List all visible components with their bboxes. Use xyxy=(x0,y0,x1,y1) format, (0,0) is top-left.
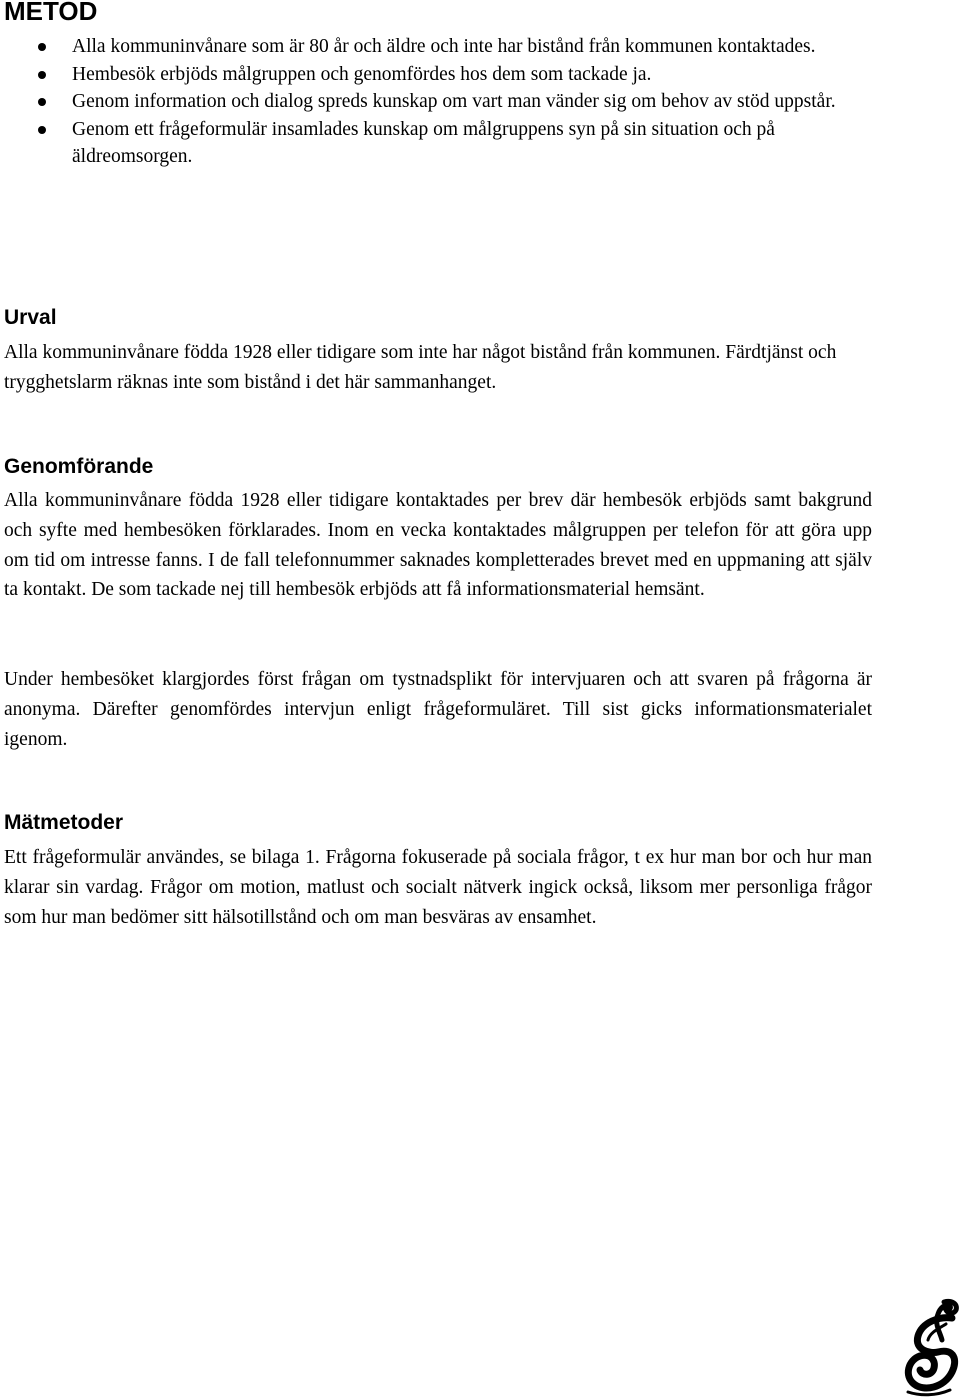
bullet-text: Hembesök erbjöds målgruppen och genomfördes hos dem som tackade ja. xyxy=(72,63,652,85)
bullet-item xyxy=(0,33,900,61)
bullet-text: Genom ett frågeformulär insamlades kunskap om målgruppens syn på sin situation och på äldreomsorgen. xyxy=(72,118,775,167)
bullet-dot-icon xyxy=(38,43,46,51)
bullet-item xyxy=(0,61,900,89)
bullet-dot-icon xyxy=(38,71,46,79)
bullet-text: Alla kommuninvånare som är 80 år och äldre och inte har bistånd från kommunen kontaktades. xyxy=(72,36,816,57)
metod-bullet-list xyxy=(0,33,900,171)
bullet-dot-icon xyxy=(38,98,46,106)
bullet-dot-icon xyxy=(38,126,46,134)
urval-text: Alla kommuninvånare födda 1928 eller tidigare som inte har något bistånd från kommunen. Färdtjänst och trygghetslarm räknas inte som bistånd i det här sammanhanget. xyxy=(4,342,837,393)
genomforande-paragraph-1: Alla kommuninvånare födda 1928 eller tidigare kontaktades per brev där hembesök erbjöds samt bakgrund och syfte med hembesöken förklarades. Inom en vecka kontaktades målgruppen per telefon för att göra upp om tid om intresse fanns. I de fall telefonnummer saknades kompletterades brevet med en uppmaning att själv ta kontakt. De som tackade nej till hembesök erbjöds att få informationsmaterial hemsänt. xyxy=(4,490,872,601)
section-title-urval: Urval xyxy=(4,306,57,329)
bullet-item xyxy=(0,116,900,171)
bullet-text: Genom information och dialog spreds kunskap om vart man vänder sig om behov av stöd uppstår. xyxy=(72,91,836,112)
serpent-logo-icon xyxy=(900,1296,960,1398)
section-title-matmetoder: Mätmetoder xyxy=(4,811,124,834)
bullet-item xyxy=(0,88,900,116)
matmetoder-text: Ett frågeformulär användes, se bilaga 1. Frågorna fokuserade på sociala frågor, t ex hur man bor och hur man klarar sin vardag. Frågor om motion, matlust och socialt nätverk ingick också, liksom mer personliga frågor som hur man bedömer sitt hälsotillstånd och om man besväras av ensamhet. xyxy=(4,847,872,928)
genomforande-paragraph-2: Under hembesöket klargjordes först frågan om tystnadsplikt för intervjuaren och att svaren på frågorna är anonyma. Därefter genomfördes intervjun enligt frågeformuläret. Till sist gicks informationsmaterialet igenom. xyxy=(4,669,872,750)
section-title-genomforande: Genomförande xyxy=(4,455,154,478)
section-title-metod: METOD xyxy=(4,0,98,26)
